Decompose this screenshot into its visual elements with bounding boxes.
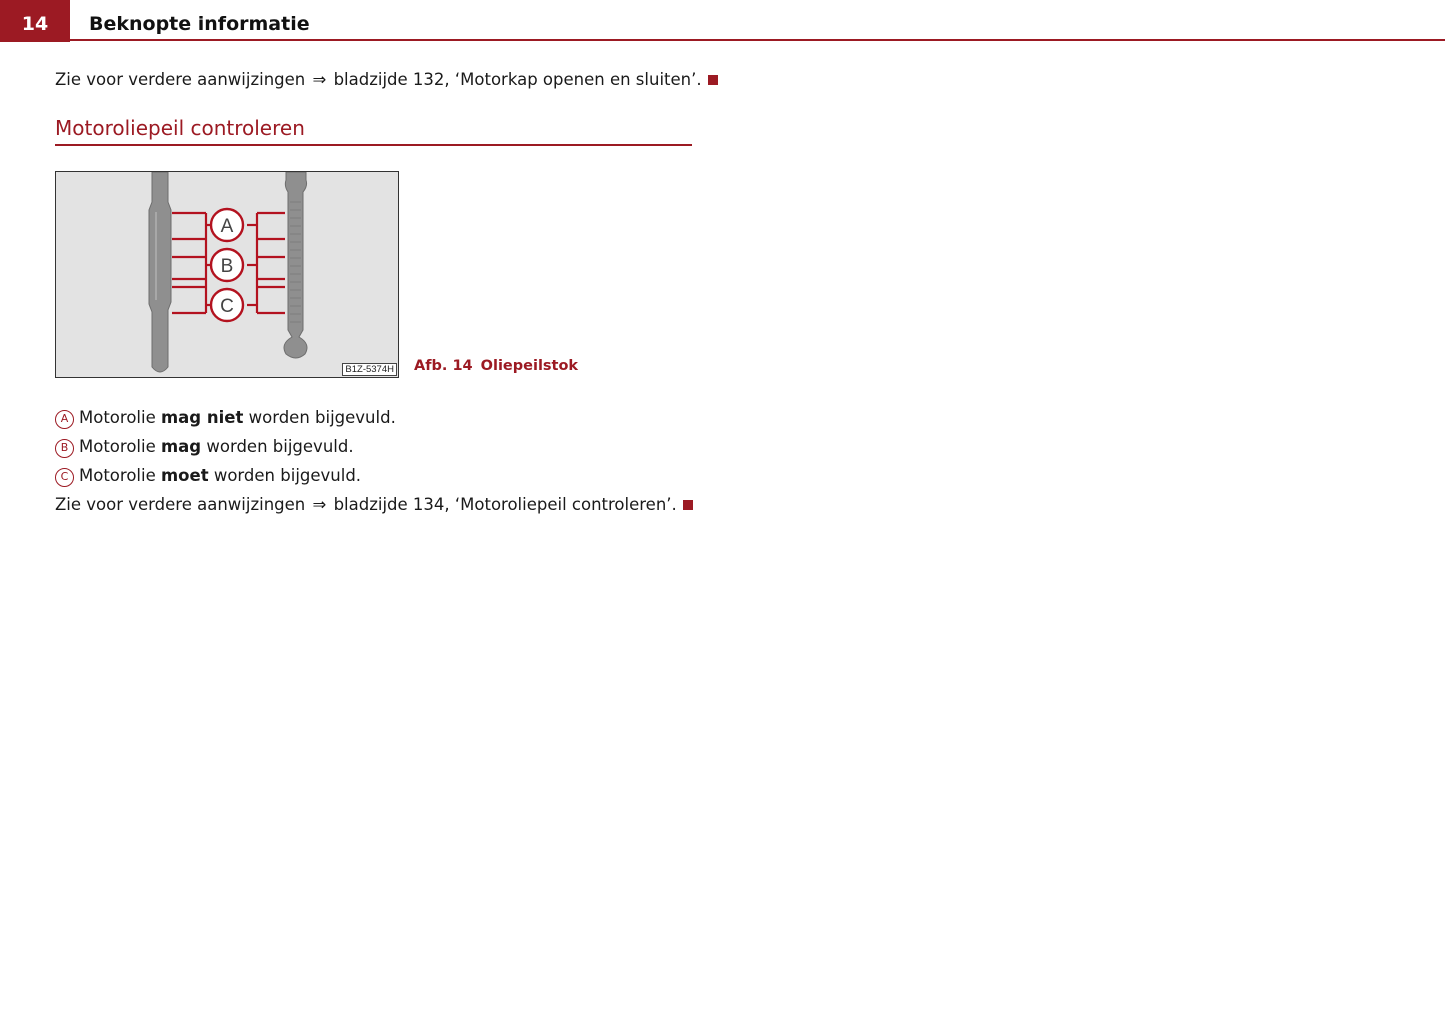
chapter-title: Beknopte informatie: [89, 13, 310, 35]
level-label-b: [211, 249, 243, 281]
reference-arrow-icon: ⇒: [312, 495, 327, 514]
dipstick-figure: [55, 171, 399, 378]
figure-code: B1Z-5374H: [342, 363, 397, 376]
level-item-a: [55, 406, 396, 430]
figure-caption-number: Afb. 14: [414, 358, 473, 374]
level-text-before: Motorolie: [79, 408, 156, 427]
level-item-c: [55, 464, 361, 488]
level-label-a: [211, 209, 243, 241]
figure-caption-title: Oliepeilstok: [480, 358, 579, 374]
reference-arrow-icon: ⇒: [312, 70, 327, 89]
svg-text:C: C: [220, 296, 234, 317]
level-text-after: worden bijgevuld.: [206, 437, 354, 456]
level-text-before: Motorolie: [79, 466, 156, 485]
level-text-bold: moet: [160, 466, 209, 485]
svg-text:A: A: [220, 216, 234, 237]
outro-prefix: Zie voor verdere aanwijzingen: [55, 495, 306, 514]
intro-prefix: Zie voor verdere aanwijzingen: [55, 70, 306, 89]
section-rule: [55, 144, 692, 146]
level-text-after: worden bijgevuld.: [213, 466, 362, 485]
badge-b-icon: B: [55, 439, 74, 458]
dipstick-illustration: [56, 172, 398, 377]
outro-paragraph: [55, 493, 693, 517]
outro-reference-link[interactable]: bladzijde 134, ‘Motoroliepeil controleren’.: [333, 495, 677, 514]
figure-caption: [414, 358, 578, 374]
level-text-after: worden bijgevuld.: [248, 408, 396, 427]
level-text-bold: mag niet: [160, 408, 244, 427]
header-rule: [70, 39, 1445, 41]
intro-paragraph: [55, 68, 718, 92]
level-label-c: [211, 289, 243, 321]
level-item-b: [55, 435, 354, 459]
svg-text:B: B: [220, 256, 234, 277]
page-header: [0, 0, 1445, 42]
section-title: Motoroliepeil controleren: [55, 116, 305, 140]
left-dipstick-shape: [149, 172, 171, 372]
level-text-before: Motorolie: [79, 437, 156, 456]
section-end-marker-icon: [683, 500, 693, 510]
badge-c-icon: C: [55, 468, 74, 487]
right-dipstick-shape: [284, 172, 307, 358]
badge-a-icon: A: [55, 410, 74, 429]
page-number: 14: [0, 0, 70, 42]
level-text-bold: mag: [160, 437, 202, 456]
section-end-marker-icon: [708, 75, 718, 85]
intro-reference-link[interactable]: bladzijde 132, ‘Motorkap openen en sluiten’.: [333, 70, 702, 89]
